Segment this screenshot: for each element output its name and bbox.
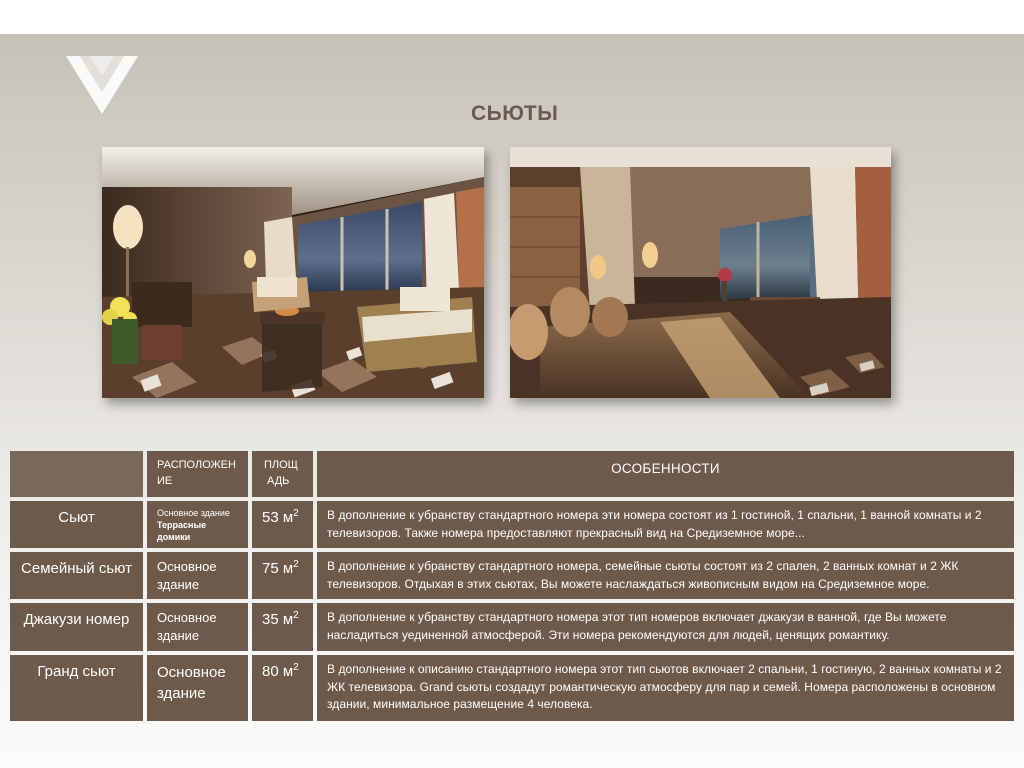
suite-area-value: 80 м [262,663,294,680]
header-area-line2: АДЬ [267,475,290,487]
header-blank-cell [10,451,143,497]
suite-name: Гранд сьют [10,655,143,721]
suite-name: Джакузи номер [10,603,143,651]
suite-area-unit-sup: 2 [293,610,299,621]
header-area-line1: ПЛОЩ [264,459,298,471]
suite-location-line1: Основное здание [157,508,230,518]
table-row [10,501,1014,552]
suite-description: В дополнение к убранству стандартного номера, семейные сьюты состоят из 2 спален, 2 ванных комнат и 2 ЖК телевизоров. Отдыхая в этих сьютах, Вы можете наслаждаться живописным видом на Средиземное море. [317,552,1014,599]
suite-area-value: 53 м [262,509,294,526]
suite-area [252,655,313,721]
suite-area [252,552,313,599]
table-row [10,655,1014,725]
suite-location: Основное здание [147,603,248,651]
table-row [10,603,1014,655]
suite-location-line3: домики [157,532,191,542]
slide [0,34,1024,768]
table-header-row [10,451,1014,501]
suite-area [252,603,313,651]
suite-area-value: 35 м [262,611,294,628]
suite-area [252,501,313,548]
header-location-line1: РАСПОЛОЖЕН [157,459,236,471]
suite-location-line2: Террасные [157,520,207,530]
suite-area-unit-sup: 2 [293,559,299,570]
header-location-line2: ИЕ [157,475,173,487]
suite-area-value: 75 м [262,560,294,577]
page-title-text: СЬЮТЫ [471,102,559,125]
header-area [252,451,313,497]
suite-area-unit-sup: 2 [293,662,299,673]
suite-location: Основное здание [147,552,248,599]
suite-description: В дополнение к описанию стандартного номера этот тип сьютов включает 2 спальни, 1 гостиную, 2 ванных комнаты и 2 ЖК телевизора. Grand сьюты создадут романтическую атмосферу для пар и семей. Номера расположены в основном здании, минимальное размещение 4 человека. [317,655,1014,721]
bedroom-photo [510,147,891,398]
suites-table [10,451,1014,725]
header-features: ОСОБЕННОСТИ [317,451,1014,497]
suite-location [147,501,248,548]
suite-description: В дополнение к убранству стандартного номера этот тип номеров включает джакузи в ванной, где Вы можете насладиться уединенной атмосферой. Эти номера рекомендуются для людей, ценящих романтику. [317,603,1014,651]
suite-area-unit-sup: 2 [293,508,299,519]
suite-description: В дополнение к убранству стандартного номера эти номера состоят из 1 гостиной, 1 спальни, 1 ванной комнаты и 2 телевизоров. Также номера предоставляют прекрасный вид на Средиземное море... [317,501,1014,548]
suite-name: Сьют [10,501,143,548]
header-location [147,451,248,497]
living-room-photo [102,147,484,398]
table-row [10,552,1014,603]
suite-location: Основное здание [147,655,248,721]
suite-name: Семейный сьют [10,552,143,599]
diamond-v-logo-icon [64,52,140,118]
